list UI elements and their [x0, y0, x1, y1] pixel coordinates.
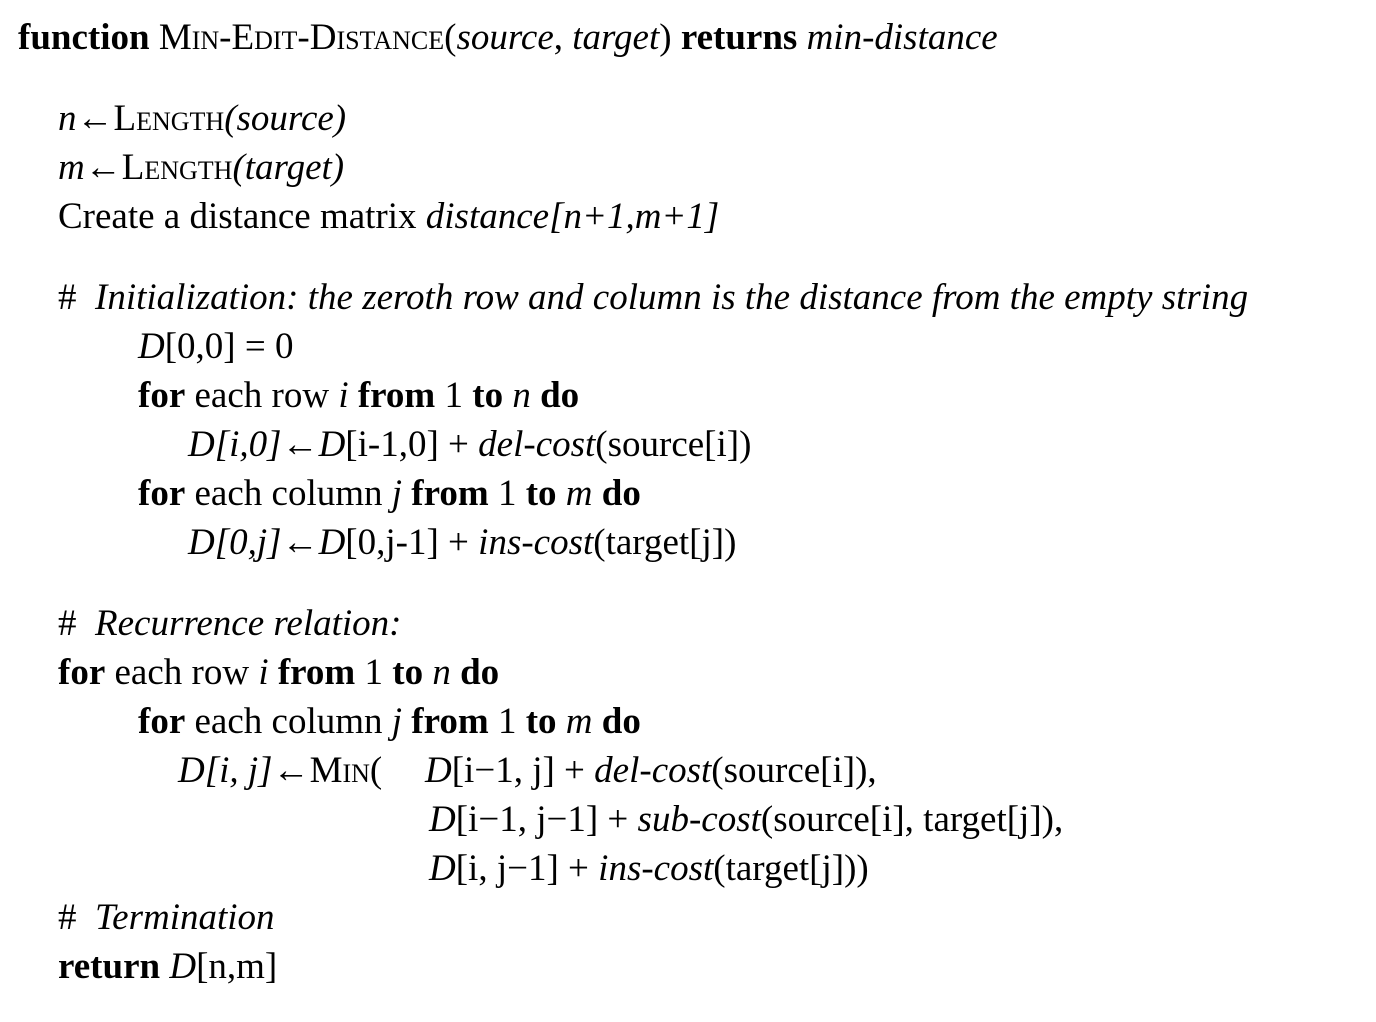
loop-var-i: i: [338, 375, 349, 416]
keyword-return: return: [58, 946, 161, 987]
keyword-do: do: [540, 375, 580, 416]
row-argument: (source[i]): [595, 424, 752, 465]
termination-comment-text: Termination: [95, 897, 275, 938]
keyword-from: from: [411, 473, 489, 514]
substitution-index: [i−1, j−1] +: [455, 799, 638, 840]
keyword-returns: returns: [680, 17, 798, 58]
arrow-symbol: ←: [76, 98, 114, 139]
recurrence-term-substitution: [429, 800, 1063, 840]
init-row-assign: [188, 425, 751, 465]
comment-hash: #: [58, 603, 77, 644]
loop-end-n: n: [432, 652, 451, 693]
loop-end-m: m: [565, 701, 593, 742]
recurrence-comment-text: Recurrence relation:: [95, 603, 402, 644]
keyword-do: do: [460, 652, 500, 693]
assign-m-line: [58, 148, 344, 188]
init-col-assign: [188, 523, 736, 563]
row-lhs: D[i,0]: [188, 424, 282, 465]
matrix-d: D: [318, 522, 346, 563]
loop-start: 1: [355, 652, 393, 693]
length-argument: (target): [232, 147, 345, 188]
param-separator: ,: [553, 17, 573, 58]
matrix-d: D: [169, 946, 197, 987]
recurrence-row-loop: [58, 653, 499, 693]
arrow-symbol: ←: [281, 424, 319, 465]
keyword-for: for: [138, 701, 186, 742]
del-cost-function: del-cost: [594, 750, 712, 791]
loop-start: 1: [435, 375, 473, 416]
init-comment: [58, 278, 1248, 318]
function-signature: [18, 18, 998, 58]
var-n: n: [58, 98, 77, 139]
deletion-argument: (source[i]),: [711, 750, 877, 791]
keyword-from: from: [411, 701, 489, 742]
termination-comment: [58, 898, 275, 938]
comment-hash: #: [58, 277, 77, 318]
loop-start: 1: [488, 473, 526, 514]
loop-var-i: i: [258, 652, 269, 693]
recurrence-comment: [58, 604, 402, 644]
keyword-function: function: [18, 17, 150, 58]
length-function: Length: [121, 147, 233, 188]
sub-cost-function: sub-cost: [637, 799, 761, 840]
length-argument: (source): [224, 98, 347, 139]
init-col-loop: [138, 474, 641, 514]
param-source: source: [456, 17, 554, 58]
col-argument: (target[j]): [593, 522, 737, 563]
matrix-d: D: [318, 424, 346, 465]
loop-each-row: each row: [105, 652, 259, 693]
arrow-symbol: ←: [281, 522, 319, 563]
loop-each-column: each column: [185, 473, 392, 514]
loop-var-j: j: [391, 473, 403, 514]
var-m: m: [58, 147, 85, 188]
init-row-loop: [138, 376, 579, 416]
create-matrix-line: [58, 197, 719, 237]
ins-cost-function: ins-cost: [478, 522, 594, 563]
assign-n-line: [58, 99, 346, 139]
matrix-d: D: [429, 799, 456, 840]
recurrence-min-line: [178, 751, 382, 791]
min-open-paren: (: [369, 750, 383, 791]
loop-end-m: m: [565, 473, 593, 514]
arrow-symbol: ←: [272, 750, 310, 791]
loop-start: 1: [488, 701, 526, 742]
insertion-index: [i, j−1] +: [455, 848, 599, 889]
matrix-d: D: [429, 848, 456, 889]
keyword-to: to: [392, 652, 424, 693]
loop-end-n: n: [512, 375, 531, 416]
loop-var-j: j: [391, 701, 403, 742]
origin-assignment: [0,0] = 0: [164, 326, 294, 367]
row-rhs-index: [i-1,0] +: [345, 424, 479, 465]
col-lhs: D[0,j]: [188, 522, 282, 563]
keyword-do: do: [601, 701, 641, 742]
arrow-symbol: ←: [84, 147, 122, 188]
matrix-d: D: [138, 326, 165, 367]
keyword-for: for: [138, 473, 186, 514]
return-value-name: min-distance: [806, 17, 998, 58]
matrix-expression: distance[n+1,m+1]: [425, 196, 720, 237]
keyword-to: to: [525, 473, 557, 514]
recurrence-term-deletion: [425, 751, 877, 791]
keyword-from: from: [277, 652, 356, 693]
length-function: Length: [113, 98, 225, 139]
recurrence-term-insertion: [429, 849, 869, 889]
keyword-do: do: [601, 473, 641, 514]
paren-open: (: [444, 17, 457, 58]
ins-cost-function: ins-cost: [598, 848, 714, 889]
insertion-argument: (target[j])): [713, 848, 869, 889]
recurrence-col-loop: [138, 702, 641, 742]
min-function: Min: [309, 750, 370, 791]
keyword-to: to: [472, 375, 504, 416]
col-rhs-index: [0,j-1] +: [345, 522, 479, 563]
recurrence-lhs: D[i, j]: [178, 750, 273, 791]
keyword-from: from: [357, 375, 436, 416]
matrix-d: D: [425, 750, 452, 791]
loop-each-row: each row: [185, 375, 339, 416]
return-line: [58, 947, 277, 987]
init-origin-line: [138, 327, 294, 367]
comment-hash: #: [58, 897, 77, 938]
keyword-to: to: [525, 701, 557, 742]
param-target: target: [572, 17, 660, 58]
return-index: [n,m]: [196, 946, 278, 987]
loop-each-column: each column: [185, 701, 392, 742]
deletion-index: [i−1, j] +: [451, 750, 595, 791]
paren-close: ): [659, 17, 672, 58]
keyword-for: for: [58, 652, 106, 693]
create-matrix-text: Create a distance matrix: [58, 196, 426, 237]
keyword-for: for: [138, 375, 186, 416]
substitution-argument: (source[i], target[j]),: [760, 799, 1064, 840]
del-cost-function: del-cost: [478, 424, 596, 465]
function-name: Min-Edit-Distance: [158, 17, 445, 58]
init-comment-text: Initialization: the zeroth row and column is the distance from the empty string: [95, 277, 1249, 318]
